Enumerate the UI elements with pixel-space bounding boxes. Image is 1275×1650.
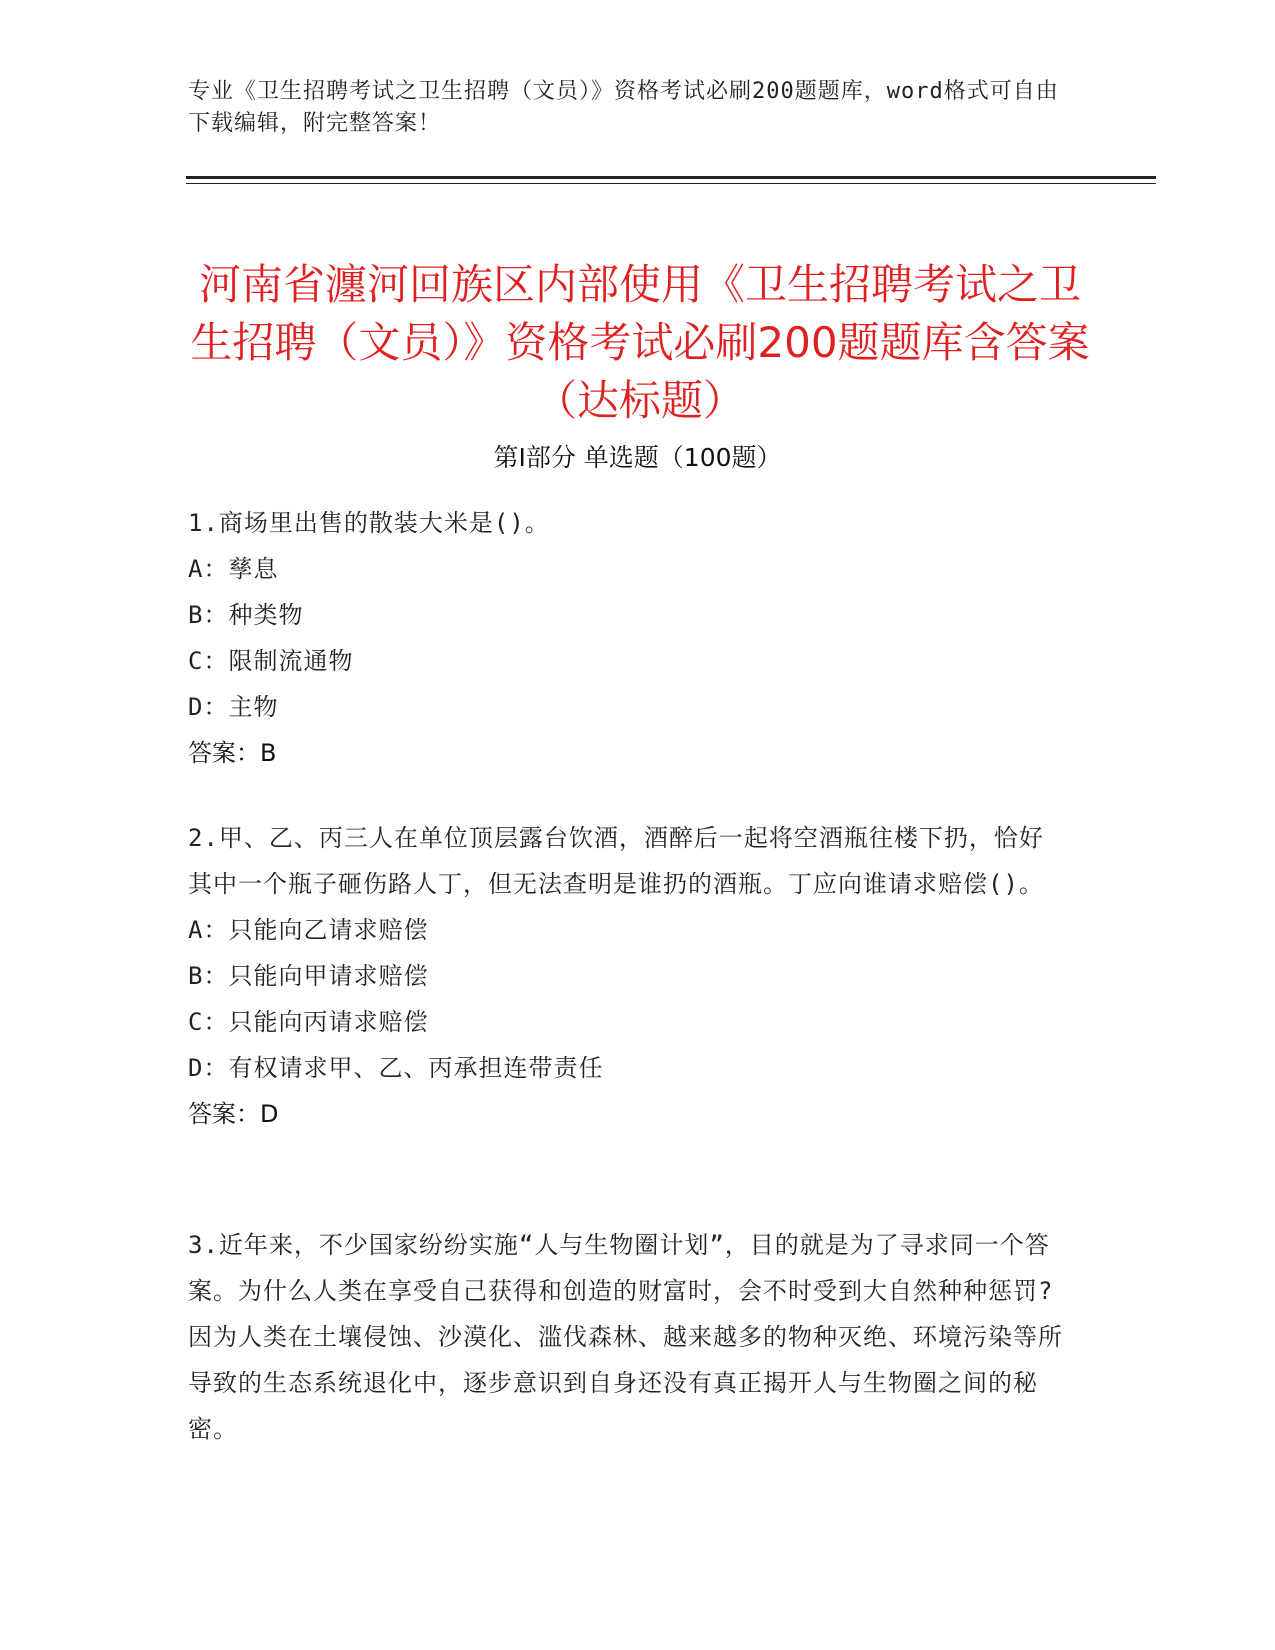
question-stem: 3.近年来，不少国家纷纷实施“人与生物圈计划”，目的就是为了寻求同一个答案。为什么人类在享受自己获得和创造的财富时，会不时受到大自然种种惩罚?因为人类在土壤侵蚀、沙漠化、滥伐森林、越来越多的物种灭绝、环境污染等所导致的生态系统退化中，逐步意识到自身还没有真正揭开人与生物圈之间的秘密。 <box>188 1231 1063 1443</box>
answer: 答案：D <box>188 1100 279 1128</box>
question-stem: 2.甲、乙、丙三人在单位顶层露台饮酒，酒醉后一起将空酒瓶往楼下扔，恰好其中一个瓶子砸伤路人丁，但无法查明是谁扔的酒瓶。丁应向谁请求赔偿()。 <box>188 824 1044 898</box>
question-1 <box>188 500 1068 776</box>
option-c: C：只能向丙请求赔偿 <box>188 1008 429 1036</box>
header-rule-thick <box>186 176 1156 179</box>
header-rule-thin <box>186 183 1156 184</box>
option-b: B：只能向甲请求赔偿 <box>188 962 429 990</box>
option-b: B：种类物 <box>188 601 304 629</box>
question-3 <box>188 1222 1068 1452</box>
question-2 <box>188 815 1068 1137</box>
option-a: A：只能向乙请求赔偿 <box>188 916 429 944</box>
header-note: 专业《卫生招聘考试之卫生招聘（文员）》资格考试必刷200题题库，word格式可自由下载编辑，附完整答案！ <box>188 79 1059 136</box>
option-d: D：主物 <box>188 693 279 721</box>
option-d: D：有权请求甲、乙、丙承担连带责任 <box>188 1054 604 1082</box>
question-stem: 1.商场里出售的散装大米是()。 <box>188 509 550 537</box>
document-title: 河南省瀍河回族区内部使用《卫生招聘考试之卫生招聘（文员）》资格考试必刷200题题库含答案（达标题） <box>190 260 1090 426</box>
option-c: C：限制流通物 <box>188 647 354 675</box>
answer: 答案：B <box>188 739 277 767</box>
section-title: 第Ⅰ部分 单选题（100题） <box>493 443 782 472</box>
option-a: A：孳息 <box>188 555 279 583</box>
